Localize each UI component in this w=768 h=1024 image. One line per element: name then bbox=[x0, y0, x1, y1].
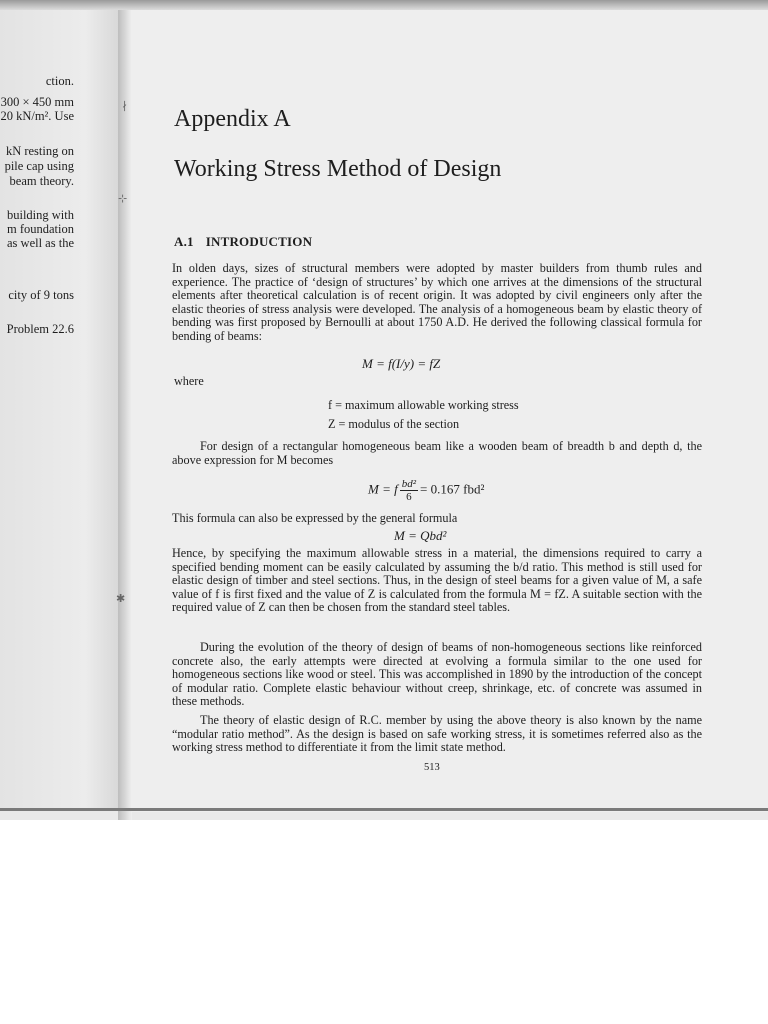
top-edge-shadow bbox=[0, 0, 768, 10]
left-page-line: kN resting on bbox=[5, 144, 74, 158]
section-number: A.1 bbox=[174, 234, 194, 249]
left-page-line: Problem 22.6 bbox=[6, 322, 74, 336]
left-page-line: 20 kN/m². Use bbox=[0, 109, 74, 123]
page-number: 513 bbox=[424, 762, 440, 773]
equation-bending: M = f(I/y) = fZ bbox=[362, 356, 441, 371]
equation-rectangular bbox=[368, 478, 484, 503]
equation-rhs: = 0.167 fbd² bbox=[420, 481, 485, 497]
left-page-line: building with bbox=[6, 208, 74, 222]
left-page-line: m foundation bbox=[6, 222, 74, 236]
section-title: INTRODUCTION bbox=[205, 234, 313, 249]
binding-mark: ✱ bbox=[116, 593, 126, 605]
paragraph-general-formula: This formula can also be expressed by the general formula bbox=[172, 511, 458, 525]
section-heading bbox=[174, 234, 312, 250]
definition-z: Z = modulus of the section bbox=[328, 417, 460, 431]
left-page bbox=[0, 8, 122, 808]
fraction bbox=[400, 478, 418, 503]
equation-general: M = Qbd² bbox=[394, 528, 447, 543]
paragraph-modular-ratio: The theory of elastic design of R.C. member by using the above theory is also known by the name “modular ratio method”. As the design is based on safe working stress, it is sometimes referred also as the working stress method to differentiate it from the limit state method. bbox=[172, 713, 702, 755]
paragraph-evolution: During the evolution of the theory of design of beams of non-homogeneous sections like reinforced concrete also, the early attempts were directed at evolving a formula similar to the one used for homogeneous sections like wood or steel. This was accomplished in 1890 by the introduction of the concept of modular ratio. Complete elastic behaviour without creep, shrinkage, etc. of concrete was assumed in these methods. bbox=[172, 640, 702, 709]
page-bottom-edge bbox=[0, 808, 768, 811]
left-page-line: 300 × 450 mm bbox=[0, 95, 74, 109]
paragraph-intro: In olden days, sizes of structural members were adopted by master builders from thumb rules and experience. The practice of ‘design of structures’ by which one arrives at the dimensions of the structural elements after theoretical calculation is of recent origin. It was adopted by civil engineers only after the elastic theories of stress analysis were developed. The analysis of a homogeneous beam by elastic theory of bending was first proposed by Bernoulli at about 1750 A.D. He derived the following classical formula for bending of beams: bbox=[172, 261, 702, 343]
left-page-line: ction. bbox=[45, 74, 74, 88]
fraction-numerator: bd² bbox=[401, 478, 417, 490]
left-page-line: city of 9 tons bbox=[8, 288, 74, 302]
appendix-title: Appendix A bbox=[174, 106, 291, 132]
fraction-denominator: 6 bbox=[406, 491, 412, 503]
definition-f: f = maximum allowable working stress bbox=[328, 398, 519, 412]
paragraph-rectangular-beam: For design of a rectangular homogeneous beam like a wooden beam of breadth b and depth d, the above expression for M becomes bbox=[172, 439, 702, 467]
where-label: where bbox=[174, 374, 204, 388]
equation-lhs: M = f bbox=[368, 481, 398, 497]
left-page-line: as well as the bbox=[7, 236, 74, 250]
binding-mark: ⊹ bbox=[118, 193, 128, 205]
paragraph-allowable-stress: Hence, by specifying the maximum allowable stress in a material, the dimensions required to carry a specified bending moment can be easily calculated by assuming the b/d ratio. This method is still used for elastic design of timber and steel sections. Thus, in the design of steel beams for a given value of M, a safe value of f is first fixed and the value of Z is calculated from the formula M = fZ. A suitable section with the required value of Z can then be chosen from the standard steel tables. bbox=[172, 546, 702, 615]
left-page-line: beam theory. bbox=[9, 174, 74, 188]
left-page-line: pile cap using bbox=[4, 159, 74, 173]
binding-mark: ∤ bbox=[122, 101, 128, 113]
book-gutter bbox=[118, 0, 132, 820]
chapter-title: Working Stress Method of Design bbox=[174, 156, 502, 182]
